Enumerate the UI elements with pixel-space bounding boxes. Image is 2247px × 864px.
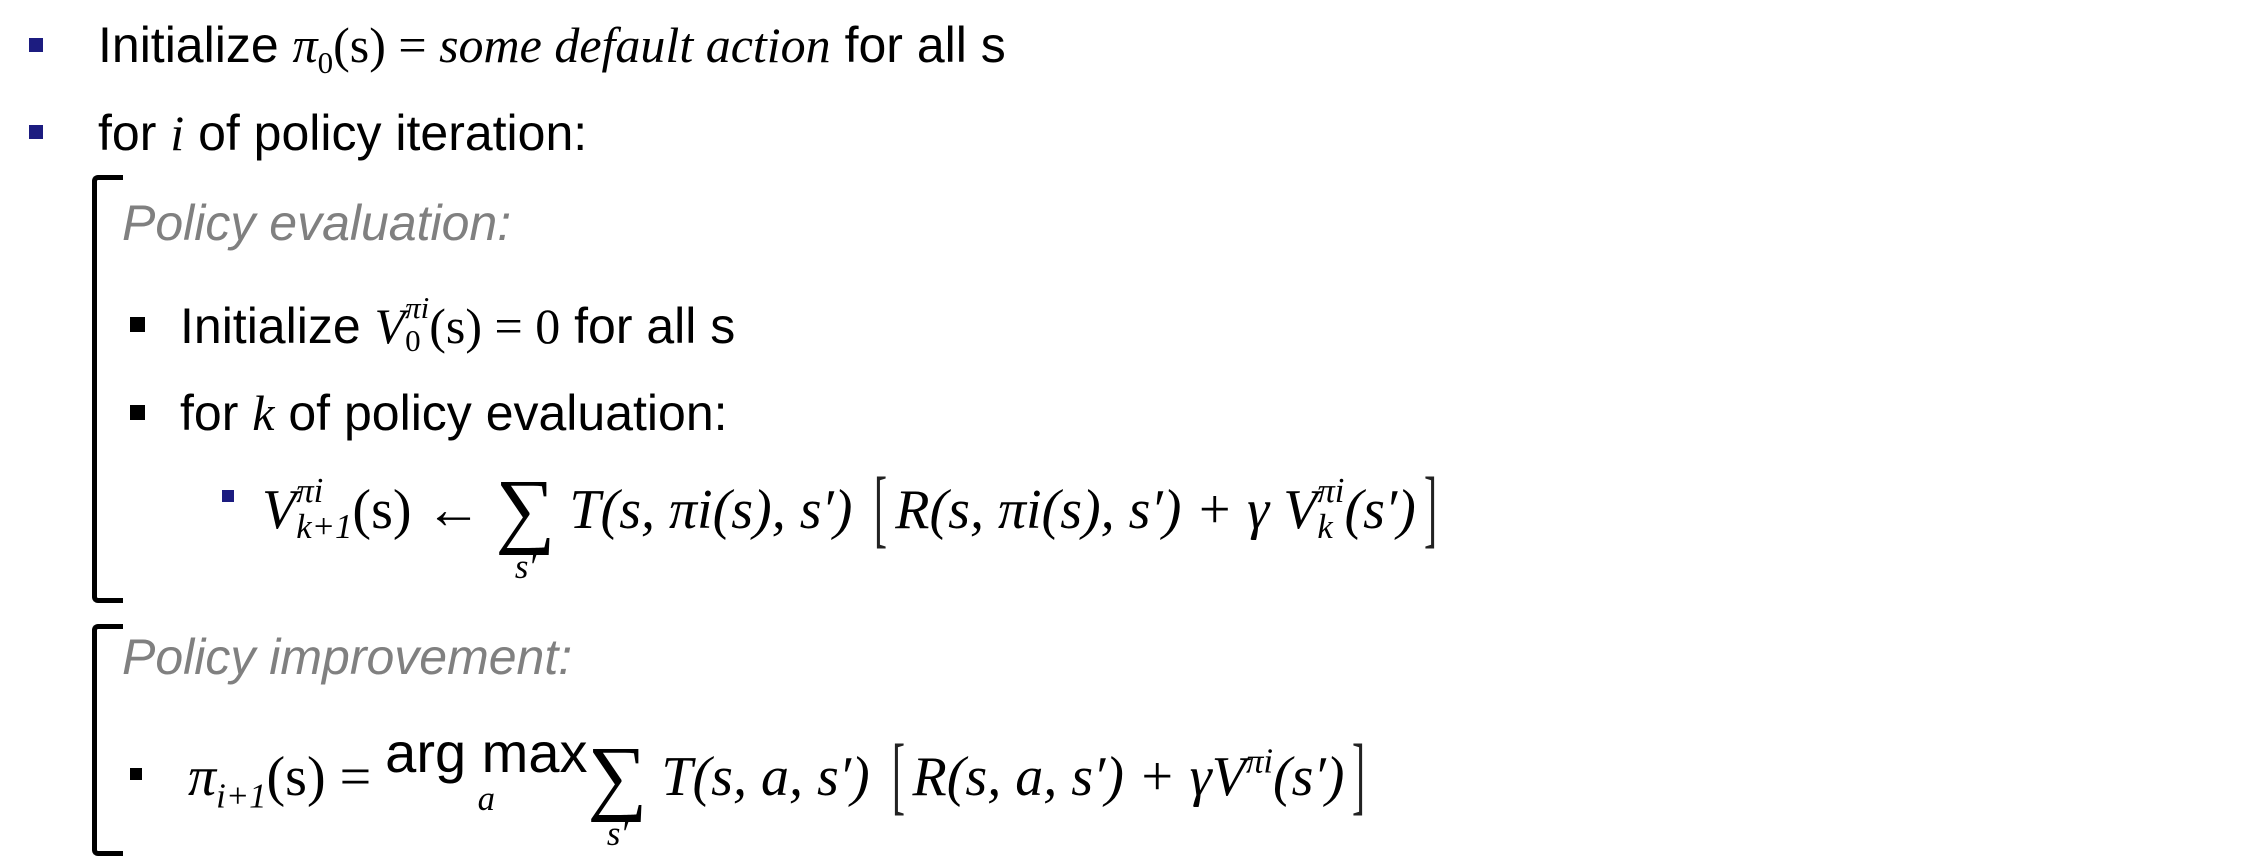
bullet-icon bbox=[222, 490, 234, 502]
evaluation-bracket bbox=[92, 175, 123, 603]
bullet-icon bbox=[130, 768, 142, 780]
equation-policy-improvement bbox=[188, 721, 1373, 853]
text-for-all-s: for all s bbox=[574, 297, 736, 354]
math-tail: (s′) bbox=[1273, 746, 1345, 809]
line-initialize-v bbox=[180, 290, 736, 362]
math-argmax-under: a bbox=[477, 779, 495, 818]
math-v: V bbox=[262, 479, 297, 542]
math-sum-under: s′ bbox=[606, 813, 628, 853]
math-argmax: arg max bbox=[385, 721, 588, 784]
math-arg: (s) = bbox=[333, 17, 440, 73]
improvement-label: Policy improvement: bbox=[122, 629, 573, 685]
text-for: for bbox=[180, 385, 239, 441]
math-v: V bbox=[374, 297, 406, 354]
right-bracket-glyph: ] bbox=[1423, 459, 1437, 556]
text-initialize: Initialize bbox=[98, 17, 279, 73]
bullet-icon bbox=[130, 317, 145, 332]
math-r-term: R(s, πi(s), s′) + γ V bbox=[895, 479, 1318, 542]
evaluation-label: Policy evaluation: bbox=[122, 195, 512, 251]
math-pi-sub: 0 bbox=[317, 44, 334, 80]
math-r-term: R(s, a, s′) + γV bbox=[912, 746, 1246, 809]
improvement-bracket bbox=[92, 624, 123, 856]
equation-bellman-update bbox=[262, 458, 1445, 586]
math-pi: π bbox=[292, 17, 318, 73]
math-pi-sub: i+1 bbox=[216, 776, 267, 816]
text-initialize: Initialize bbox=[180, 297, 361, 354]
line-for-i bbox=[98, 105, 588, 161]
math-sum: ∑ bbox=[587, 730, 648, 823]
math-tail: (s′) bbox=[1344, 479, 1416, 542]
math-k: k bbox=[252, 385, 275, 441]
text-of-policy-evaluation: of policy evaluation: bbox=[288, 385, 728, 441]
math-v-sup: πi bbox=[1317, 470, 1345, 510]
text-of-policy-iteration: of policy iteration: bbox=[198, 105, 588, 161]
bullet-icon bbox=[130, 405, 145, 420]
math-v-rest: (s) = 0 bbox=[429, 297, 561, 354]
math-v-sub: 0 bbox=[405, 322, 421, 358]
line-initialize-policy bbox=[98, 17, 1006, 80]
math-default-action: some default action bbox=[439, 17, 831, 73]
math-pi: π bbox=[188, 746, 217, 809]
math-lhs-rest: (s) ← bbox=[352, 479, 482, 542]
math-lhs-rest: (s) = bbox=[266, 746, 372, 809]
left-bracket-glyph: [ bbox=[891, 726, 905, 823]
math-t-term: T(s, a, s′) bbox=[661, 746, 870, 809]
math-v-sup: πi bbox=[1245, 741, 1273, 781]
math-t-term: T(s, πi(s), s′) bbox=[569, 479, 853, 542]
math-i: i bbox=[170, 105, 185, 161]
math-v-sup: πi bbox=[405, 290, 430, 325]
line-for-k bbox=[180, 385, 728, 441]
math-sum-under: s′ bbox=[514, 546, 537, 586]
bullet-icon bbox=[29, 125, 43, 139]
math-v-sub: k bbox=[1317, 507, 1333, 547]
math-sum: ∑ bbox=[495, 463, 556, 556]
bullet-icon bbox=[29, 38, 43, 52]
math-v-sup: πi bbox=[296, 470, 324, 510]
math-v-sub: k+1 bbox=[296, 507, 353, 547]
text-for: for bbox=[98, 105, 157, 161]
left-bracket-glyph: [ bbox=[874, 459, 888, 556]
right-bracket-glyph: ] bbox=[1352, 726, 1366, 823]
text-for-all-s: for all s bbox=[844, 17, 1006, 73]
